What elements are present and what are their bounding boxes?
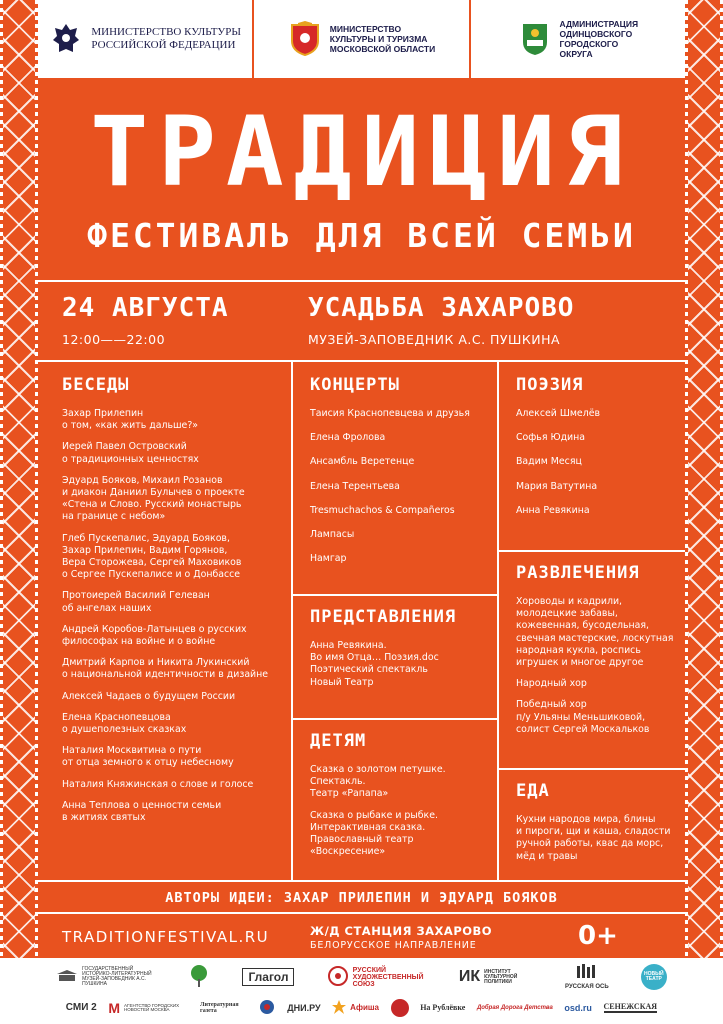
new-theatre-icon: НОВЫЙ ТЕАТР	[641, 964, 667, 990]
section-razvlecheniya	[516, 562, 681, 745]
event-date: 24 АВГУСТА	[62, 293, 229, 323]
left-ornament-border	[0, 0, 38, 958]
logo-text: ГОРОДСКОГО	[559, 39, 619, 49]
divider	[38, 912, 685, 914]
program-grid	[38, 362, 685, 880]
list-item: Хороводы и кадрили, молодецкие забавы, кожевенная, бусодельная, свечная мастерские, лоскутная народная кукла, роспись игрушек и многое другое	[516, 596, 674, 669]
divider	[291, 594, 499, 596]
event-time: 12:00——22:00	[62, 332, 166, 347]
age-rating-badge: 0+	[578, 921, 618, 951]
list-item: Андрей Коробов-Латынцев о русских философах на войне и о войне	[62, 623, 247, 648]
list-item: Народный хор	[516, 678, 587, 690]
list-item: Иерей Павел Островский о традиционных ценностях	[62, 441, 199, 465]
list-item: Захар Прилепин о том, «как жить дальше?»	[62, 408, 199, 432]
partner-logo: Литературная газета	[199, 1002, 239, 1014]
right-ornament-border	[685, 0, 723, 958]
section-predstavleniya	[310, 606, 495, 698]
partner-logo: РУССКАЯ ОСЬ	[565, 964, 609, 990]
divider	[291, 362, 293, 880]
logo-text: МИНИСТЕРСТВО	[329, 23, 402, 34]
section-detyam	[310, 730, 495, 867]
star-icon	[332, 1000, 346, 1016]
section-heading: ДЕТЯМ	[310, 731, 367, 751]
partner-logos	[0, 958, 723, 1024]
list-item: Дмитрий Карпов и Никита Лукинский о национальной идентичности в дизайне	[62, 657, 269, 681]
partner-logo	[188, 964, 210, 990]
divider	[38, 880, 685, 882]
list-item: Елена Фролова	[310, 432, 386, 444]
list-item: Наталия Москвитина о пути от отца земного к отцу небесному	[62, 745, 234, 769]
divider	[497, 550, 685, 552]
globe-icon	[258, 998, 276, 1018]
list-item: Глеб Пускепалис, Эдуард Бояков, Захар Прилепин, Вадим Горянов, Вера Сторожева, Сергей Маховиков о Сергее Пускепалисе и о Донбассе	[62, 532, 242, 581]
logo-text: РОССИЙСКОЙ ФЕДЕРАЦИИ	[91, 39, 236, 51]
list-item: Наталия Княжинская о слове и голосе	[62, 778, 254, 790]
coat-of-arms-icon	[49, 19, 83, 59]
list-item: Вадим Месяц	[516, 456, 582, 468]
section-heading: ПРЕДСТАВЛЕНИЯ	[310, 607, 457, 627]
bars-icon	[576, 964, 598, 980]
section-besedy	[62, 374, 287, 833]
flower-icon	[327, 965, 349, 989]
list-item: Tresmuchachos & Compañeros	[310, 504, 455, 516]
list-item: Лампасы	[310, 529, 355, 541]
list-item: Анна Ревякина	[516, 504, 590, 516]
m-icon: M	[108, 1000, 121, 1016]
partner-logo-afisha: Афиша	[332, 1000, 379, 1016]
divider	[497, 768, 685, 770]
list-item: Софья Юдина	[516, 432, 586, 444]
list-item: Победный хор п/у Ульяны Меньшиковой, солист Сергей Москальков	[516, 699, 650, 735]
partner-logo: ИК ИНСТИТУТ КУЛЬТУРНОЙ ПОЛИТИКИ	[458, 968, 518, 985]
partner-row	[0, 962, 723, 992]
list-item: Алексей Шмелёв	[516, 408, 600, 419]
shield-icon	[518, 19, 552, 59]
poster-main	[38, 0, 685, 958]
tree-icon	[188, 964, 210, 990]
railway-direction: БЕЛОРУССКОЕ НАПРАВЛЕНИЕ	[310, 940, 477, 951]
partner-logo	[258, 998, 276, 1018]
authors-line: АВТОРЫ ИДЕИ: ЗАХАР ПРИЛЕПИН И ЭДУАРД БОЯКОВ	[165, 890, 558, 906]
partner-logo: M АГЕНТСТВО ГОРОДСКИХ НОВОСТЕЙ МОСКВА	[108, 1000, 180, 1016]
website-link[interactable]: TRADITIONFESTIVAL.RU	[62, 928, 270, 946]
partner-row	[0, 994, 723, 1022]
logo-text: МИНИСТЕРСТВО КУЛЬТУРЫ	[91, 25, 241, 38]
section-eda	[516, 780, 681, 872]
list-item: Сказка о золотом петушке. Спектакль. Театр «Рапапа»	[310, 764, 446, 800]
fund-icon	[391, 999, 409, 1017]
section-heading: РАЗВЛЕЧЕНИЯ	[516, 563, 640, 583]
list-item: Сказка о рыбаке и рыбке. Интерактивная сказка. Православный театр «Воскресение»	[310, 809, 438, 858]
partner-logo	[641, 964, 667, 990]
logo-text: ОДИНЦОВСКОГО	[559, 28, 633, 39]
list-item: Протоиерей Василий Гелеван об ангелах наших	[62, 590, 210, 614]
list-item: Елена Краснопевцова о душеполезных сказках	[62, 711, 187, 736]
list-item: Алексей Чадаев о будущем России	[62, 690, 236, 702]
partner-logo	[391, 999, 409, 1017]
list-item: Мария Ватутина	[516, 480, 598, 492]
divider	[38, 280, 685, 282]
list-item: Анна Ревякина. Во имя Отца… Поэзия.doc Поэтический спектакль Новый Театр	[310, 640, 439, 688]
section-heading: ЕДА	[516, 781, 550, 801]
railway-station: Ж/Д СТАНЦИЯ ЗАХАРОВО	[310, 924, 493, 938]
event-museum: МУЗЕЙ-ЗАПОВЕДНИК А.С. ПУШКИНА	[308, 332, 561, 347]
partner-logo-dni: ДНИ.РУ	[287, 1002, 321, 1013]
partner-logo-glagol: Глагол	[242, 968, 294, 986]
section-heading: ПОЭЗИЯ	[516, 375, 584, 395]
logo-text: МОСКОВСКОЙ ОБЛАСТИ	[329, 44, 436, 55]
partner-logo: На Рублёвке	[420, 1003, 466, 1012]
list-item: Ансамбль Веретенце	[310, 456, 415, 468]
logo-ministry-culture-rf	[38, 0, 254, 78]
list-item: Намгар	[310, 553, 347, 565]
list-item: Елена Терентьева	[310, 480, 400, 492]
section-koncerty	[310, 374, 495, 577]
section-poeziya	[516, 374, 681, 529]
event-venue: УСАДЬБА ЗАХАРОВО	[308, 293, 575, 323]
partner-logo: ГОСУДАРСТВЕННЫЙ ИСТОРИКО-ЛИТЕРАТУРНЫЙ МУЗЕЙ-ЗАПОВЕДНИК А.С. ПУШКИНА	[56, 967, 156, 987]
sponsor-logos-top	[38, 0, 685, 78]
logo-text: АДМИНИСТРАЦИЯ	[559, 18, 639, 29]
museum-icon	[56, 969, 78, 985]
logo-odintsovo-administration	[471, 0, 685, 78]
logo-ministry-culture-mo	[254, 0, 470, 78]
partner-logo-osd: osd.ru	[564, 1002, 592, 1013]
partner-logo: Добрая Дорога Детства	[476, 1005, 553, 1011]
logo-text: КУЛЬТУРЫ И ТУРИЗМА	[329, 33, 428, 44]
list-item: Эдуард Бояков, Михаил Розанов и диакон Даниил Булычев о проекте «Стена и Слово. Русский монастырь на границе с небом»	[62, 474, 245, 523]
partner-logo: СЕНЕЖСКАЯ	[603, 1002, 658, 1011]
list-item: Анна Теплова о ценности семьи в житиях святых	[62, 799, 222, 824]
list-item: Таисия Краснопевцева и друзья	[310, 408, 470, 419]
divider	[497, 362, 499, 880]
festival-subtitle: ФЕСТИВАЛЬ ДЛЯ ВСЕЙ СЕМЬИ	[87, 216, 636, 255]
shield-icon	[288, 19, 322, 59]
ik-logo-icon: ИК	[458, 968, 481, 985]
section-heading: КОНЦЕРТЫ	[310, 375, 400, 395]
partner-logo: РУССКИЙ ХУДОЖЕСТВЕННЫЙ СОЮЗ	[327, 965, 427, 989]
logo-text: ОКРУГА	[559, 49, 593, 60]
festival-title: ТРАДИЦИЯ	[90, 96, 633, 208]
list-item: Кухни народов мира, блины и пироги, щи и каша, сладости ручной работы, квас да морс, мёд и травы	[516, 814, 671, 862]
partner-logo-smi2: СМИ 2	[65, 1002, 97, 1013]
divider	[291, 718, 499, 720]
section-heading: БЕСЕДЫ	[62, 375, 130, 395]
